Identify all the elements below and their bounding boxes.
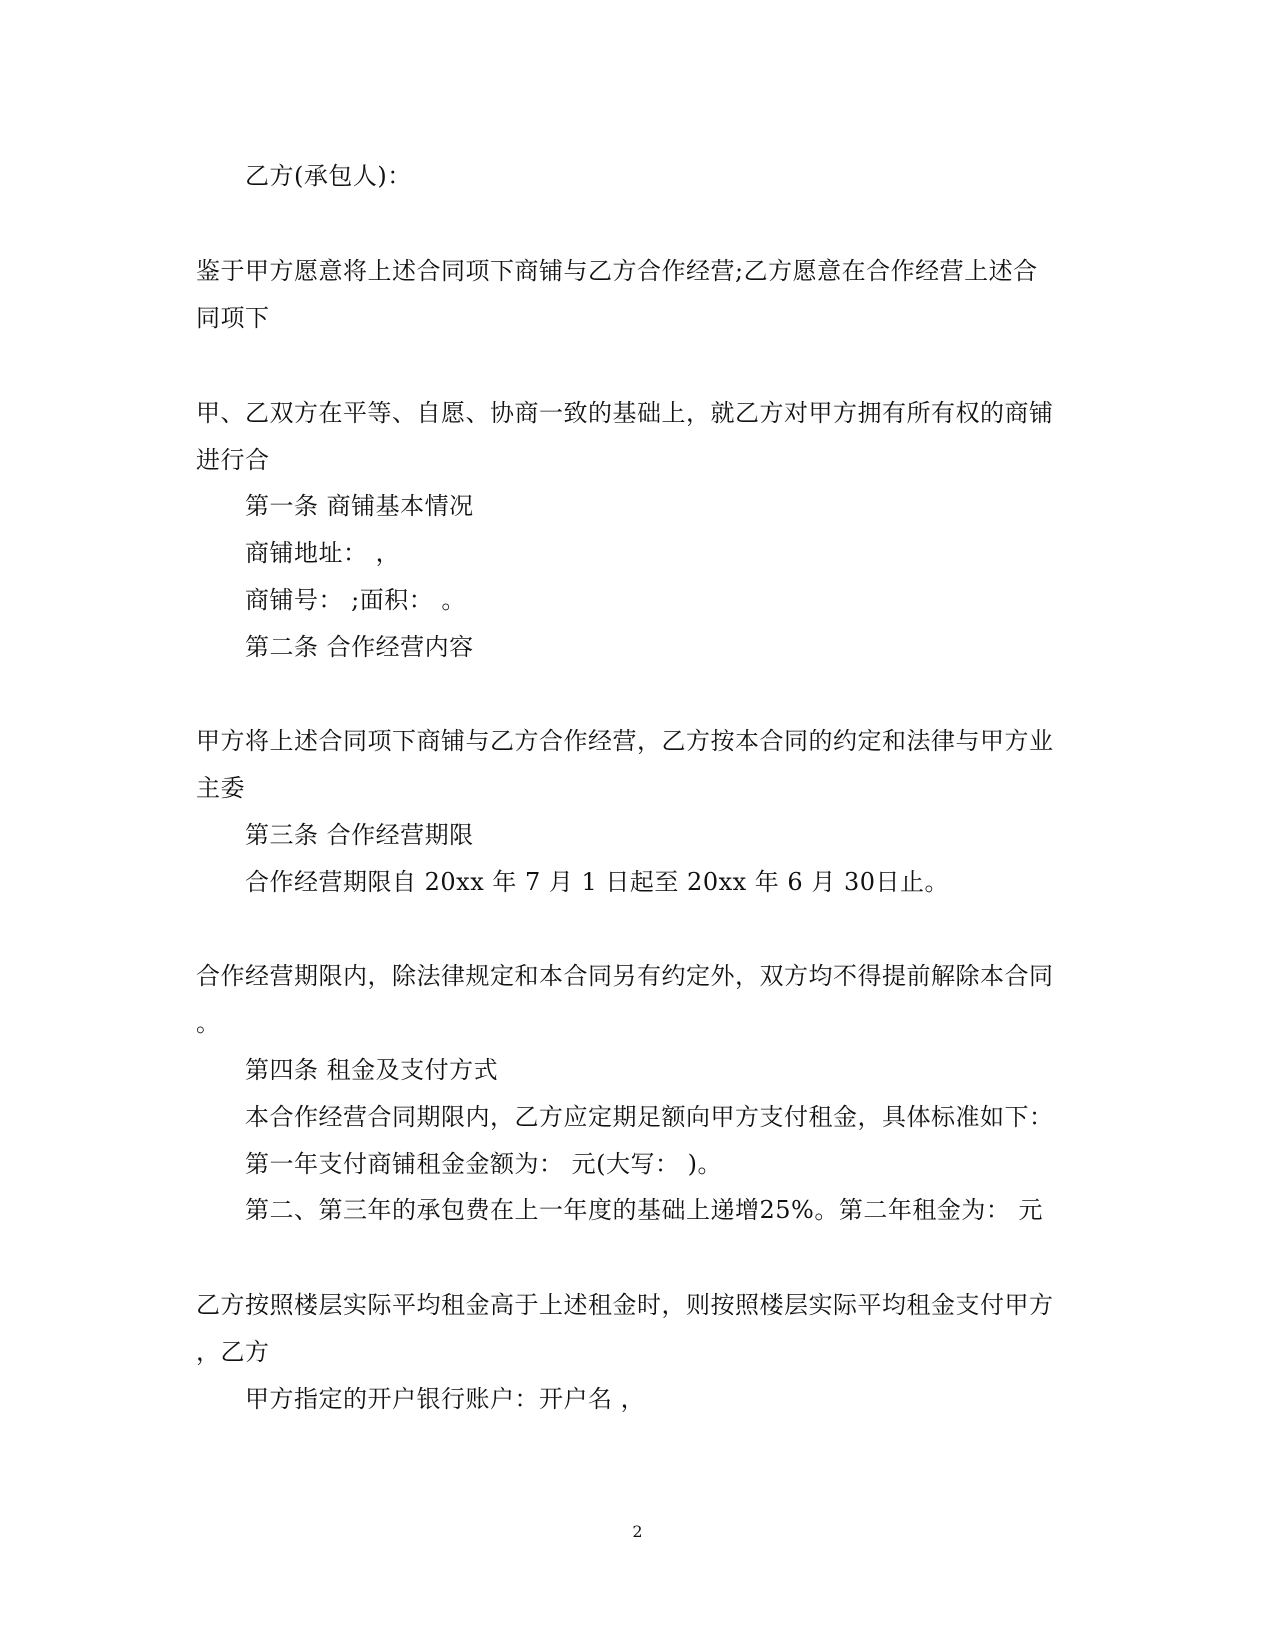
shop-address-line: 商铺地址： ， bbox=[245, 539, 401, 567]
article-4-body-line-2: ，乙方 bbox=[196, 1338, 270, 1366]
shop-number-area-line: 商铺号： ;面积： 。 bbox=[245, 586, 466, 614]
bank-account-line: 甲方指定的开户银行账户：开户名 ， bbox=[245, 1385, 646, 1413]
rent-standard-line: 本合作经营合同期限内，乙方应定期足额向甲方支付租金，具体标准如下： bbox=[245, 1103, 1054, 1131]
party-b-line: 乙方(承包人)： bbox=[245, 162, 412, 190]
article-2-body-line-1: 甲方将上述合同项下商铺与乙方合作经营，乙方按本合同的约定和法律与甲方业 bbox=[196, 727, 1054, 755]
article-2-body-line-2: 主委 bbox=[196, 774, 245, 802]
article-3-heading: 第三条 合作经营期限 bbox=[245, 821, 474, 849]
article-2-heading: 第二条 合作经营内容 bbox=[245, 633, 474, 661]
first-year-rent-line: 第一年支付商铺租金金额为： 元(大写： )。 bbox=[245, 1150, 722, 1178]
term-period-line: 合作经营期限自 20xx 年 7 月 1 日起至 20xx 年 6 月 30日止。 bbox=[245, 868, 949, 896]
preamble-line-3: 甲、乙双方在平等、自愿、协商一致的基础上，就乙方对甲方拥有所有权的商铺 bbox=[196, 399, 1054, 427]
article-3-body-line-1: 合作经营期限内，除法律规定和本合同另有约定外，双方均不得提前解除本合同 bbox=[196, 962, 1054, 990]
preamble-line-1: 鉴于甲方愿意将上述合同项下商铺与乙方合作经营;乙方愿意在合作经营上述合 bbox=[196, 257, 1038, 285]
article-4-heading: 第四条 租金及支付方式 bbox=[245, 1056, 499, 1084]
preamble-line-2: 同项下 bbox=[196, 304, 270, 332]
preamble-line-4: 进行合 bbox=[196, 446, 270, 474]
page-number: 2 bbox=[632, 1522, 643, 1541]
article-3-body-line-2: 。 bbox=[196, 1009, 221, 1037]
article-1-heading: 第一条 商铺基本情况 bbox=[245, 492, 474, 520]
second-third-year-rent-line: 第二、第三年的承包费在上一年度的基础上递增25%。第二年租金为： 元 bbox=[245, 1196, 1043, 1224]
article-4-body-line-1: 乙方按照楼层实际平均租金高于上述租金时，则按照楼层实际平均租金支付甲方 bbox=[196, 1291, 1054, 1319]
